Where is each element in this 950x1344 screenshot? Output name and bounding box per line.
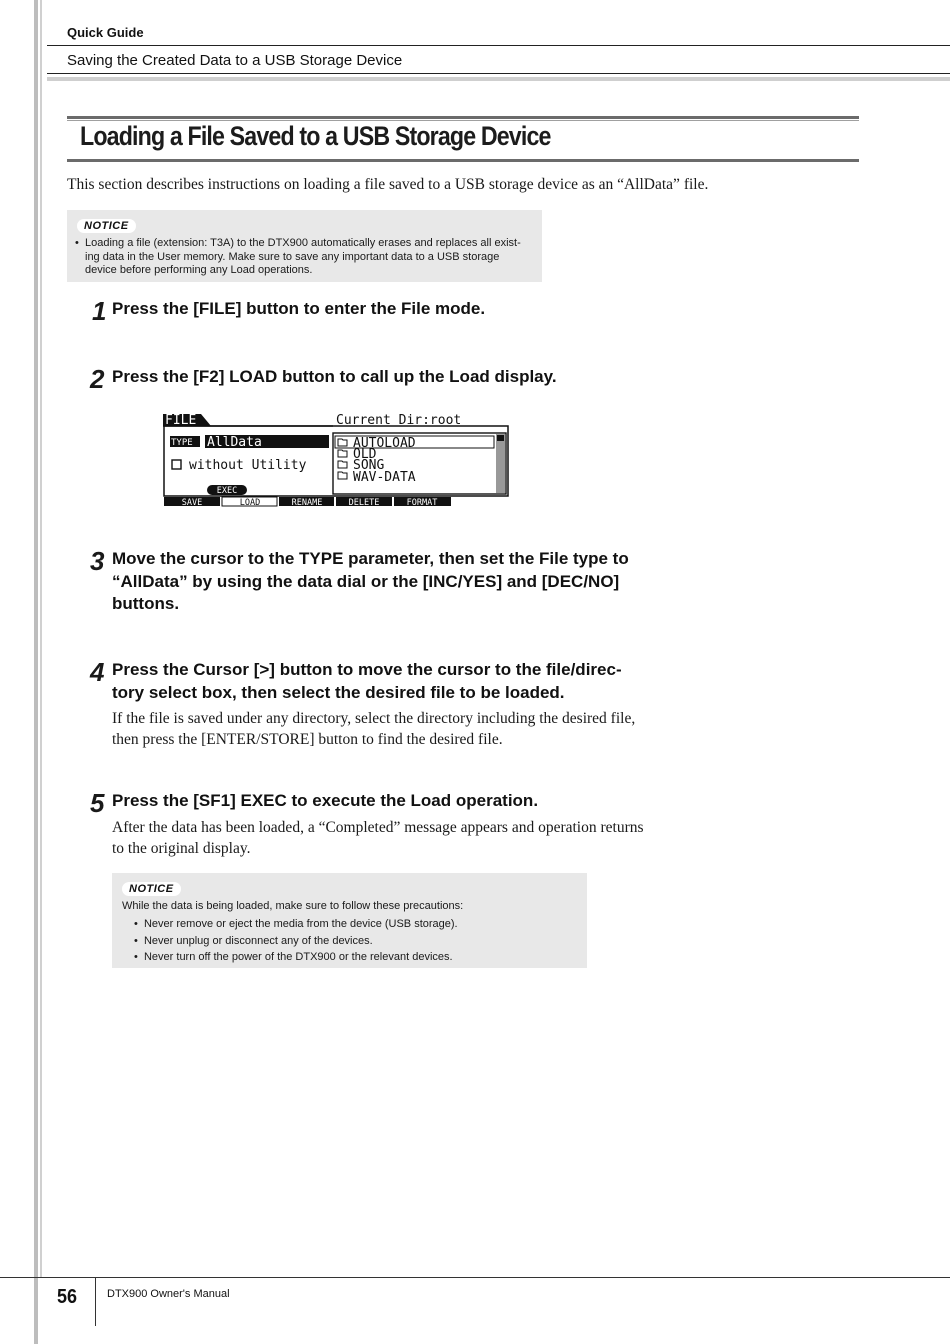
lcd-file-item[interactable]: SONG (353, 458, 385, 473)
lcd-file-item[interactable]: WAV-DATA (353, 470, 416, 485)
step-heading-line: Press the Cursor [>] button to move the cursor to the file/direc- (112, 660, 622, 679)
lcd-checkbox[interactable] (172, 460, 181, 469)
notice-text-line: ing data in the User memory. Make sure to save any important data to a USB storage (85, 250, 500, 263)
step-heading-line: Press the [SF1] EXEC to execute the Load operation. (112, 791, 539, 810)
notice-list-item (134, 916, 458, 933)
step-number: 2 (90, 364, 104, 394)
step-number: 4 (90, 657, 104, 687)
header-band (47, 77, 950, 81)
lcd-scrollbar[interactable] (496, 434, 505, 493)
left-margin-bar-inner (40, 0, 42, 1278)
notice-bullet: • (134, 918, 138, 930)
step-heading-line: tory select box, then select the desired file to be loaded. (112, 682, 565, 702)
title-rule-bottom (67, 159, 859, 162)
step-number: 3 (90, 546, 104, 576)
lcd-file-items (338, 436, 416, 485)
notice-list-item (134, 933, 458, 950)
step-heading-line: Move the cursor to the TYPE parameter, then set the File type to (112, 549, 629, 568)
header-rule (47, 73, 950, 74)
notice-item-text: Never turn off the power of the DTX900 or the relevant devices. (143, 951, 453, 963)
step-heading-line: Press the [F2] LOAD button to call up the Load display. (112, 367, 557, 386)
step-heading (112, 298, 485, 321)
notice-list-item (134, 949, 458, 966)
title-rule-top (67, 116, 859, 119)
page-number: 56 (57, 1286, 78, 1308)
lcd-softkey-label: FORMAT (406, 498, 438, 508)
notice-bullet: • (134, 951, 138, 963)
lcd-file-item[interactable]: AUTOLOAD (353, 436, 416, 451)
notice-box (112, 873, 587, 968)
lcd-current-dir: Current Dir:root (336, 413, 462, 428)
folder-icon (338, 472, 347, 479)
page-title: Loading a File Saved to a USB Storage Device (80, 121, 551, 151)
folder-icon (338, 439, 347, 446)
step-heading (112, 366, 557, 389)
step-number: 1 (92, 296, 106, 326)
step-body-line: then press the [ENTER/STORE] button to find the desired file. (112, 731, 503, 748)
header-rule (47, 45, 950, 46)
notice-text-line: device before performing any Load operations. (85, 264, 313, 276)
step-heading-line: Press the [FILE] button to enter the File mode. (112, 299, 486, 318)
header-label: Quick Guide (67, 25, 144, 40)
lcd-file-item[interactable]: OLD (353, 447, 377, 462)
lcd-softkeys (164, 497, 451, 508)
step-number: 5 (90, 788, 104, 818)
lcd-checkbox-label: without Utility (189, 458, 307, 473)
footer-rule (0, 1277, 950, 1278)
notice-item-text: Never remove or eject the media from the device (USB storage). (143, 918, 458, 930)
lcd-type-label: TYPE (171, 438, 193, 448)
step-heading (112, 548, 629, 616)
step-body-line: to the original display. (112, 840, 251, 857)
folder-icon (338, 450, 347, 457)
lcd-exec-label: EXEC (216, 486, 238, 496)
step-heading-line: buttons. (112, 594, 180, 613)
lcd-softkey-label: LOAD (239, 498, 261, 508)
lcd-file-tab-label: FILE (165, 413, 197, 428)
step-body (112, 817, 644, 859)
lcd-load-display (163, 412, 509, 508)
lcd-type-value: AllData (207, 435, 262, 450)
lcd-scrollbar-thumb[interactable] (497, 435, 504, 441)
lcd-softkey-label: DELETE (348, 498, 380, 508)
notice-box (67, 210, 542, 282)
step-heading (112, 790, 538, 813)
notice-item-text: Never unplug or disconnect any of the devices. (143, 934, 373, 947)
step-heading (112, 659, 622, 704)
notice-bullet: • (134, 934, 138, 947)
step-heading-line: “AllData” by using the data dial or the [INC/YES] and [DEC/NO] (112, 571, 620, 591)
left-margin-bar (34, 0, 38, 1344)
lcd-softkey-label: SAVE (181, 498, 203, 508)
folder-icon (338, 461, 347, 468)
lcd-softkey-label: RENAME (291, 498, 323, 508)
header-section-title: Saving the Created Data to a USB Storage Device (67, 52, 403, 69)
notice-intro: While the data is being loaded, make sure to follow these precautions: (122, 900, 464, 912)
notice-badge: NOTICE (77, 219, 136, 233)
notice-text-line: Loading a file (extension: T3A) to the DTX900 automatically erases and replaces all exist- (85, 237, 521, 249)
footer-manual-title: DTX900 Owner's Manual (107, 1288, 230, 1300)
step-body-line: If the file is saved under any directory, select the directory including the desired file, (112, 710, 636, 727)
notice-bullet: • (75, 237, 79, 249)
footer-divider (95, 1278, 96, 1326)
step-body-line: After the data has been loaded, a “Completed” message appears and operation returns (112, 819, 644, 836)
step-body (112, 708, 635, 750)
notice-badge: NOTICE (122, 882, 181, 896)
intro-paragraph: This section describes instructions on loading a file saved to a USB storage device as an “AllData” file. (67, 176, 709, 193)
